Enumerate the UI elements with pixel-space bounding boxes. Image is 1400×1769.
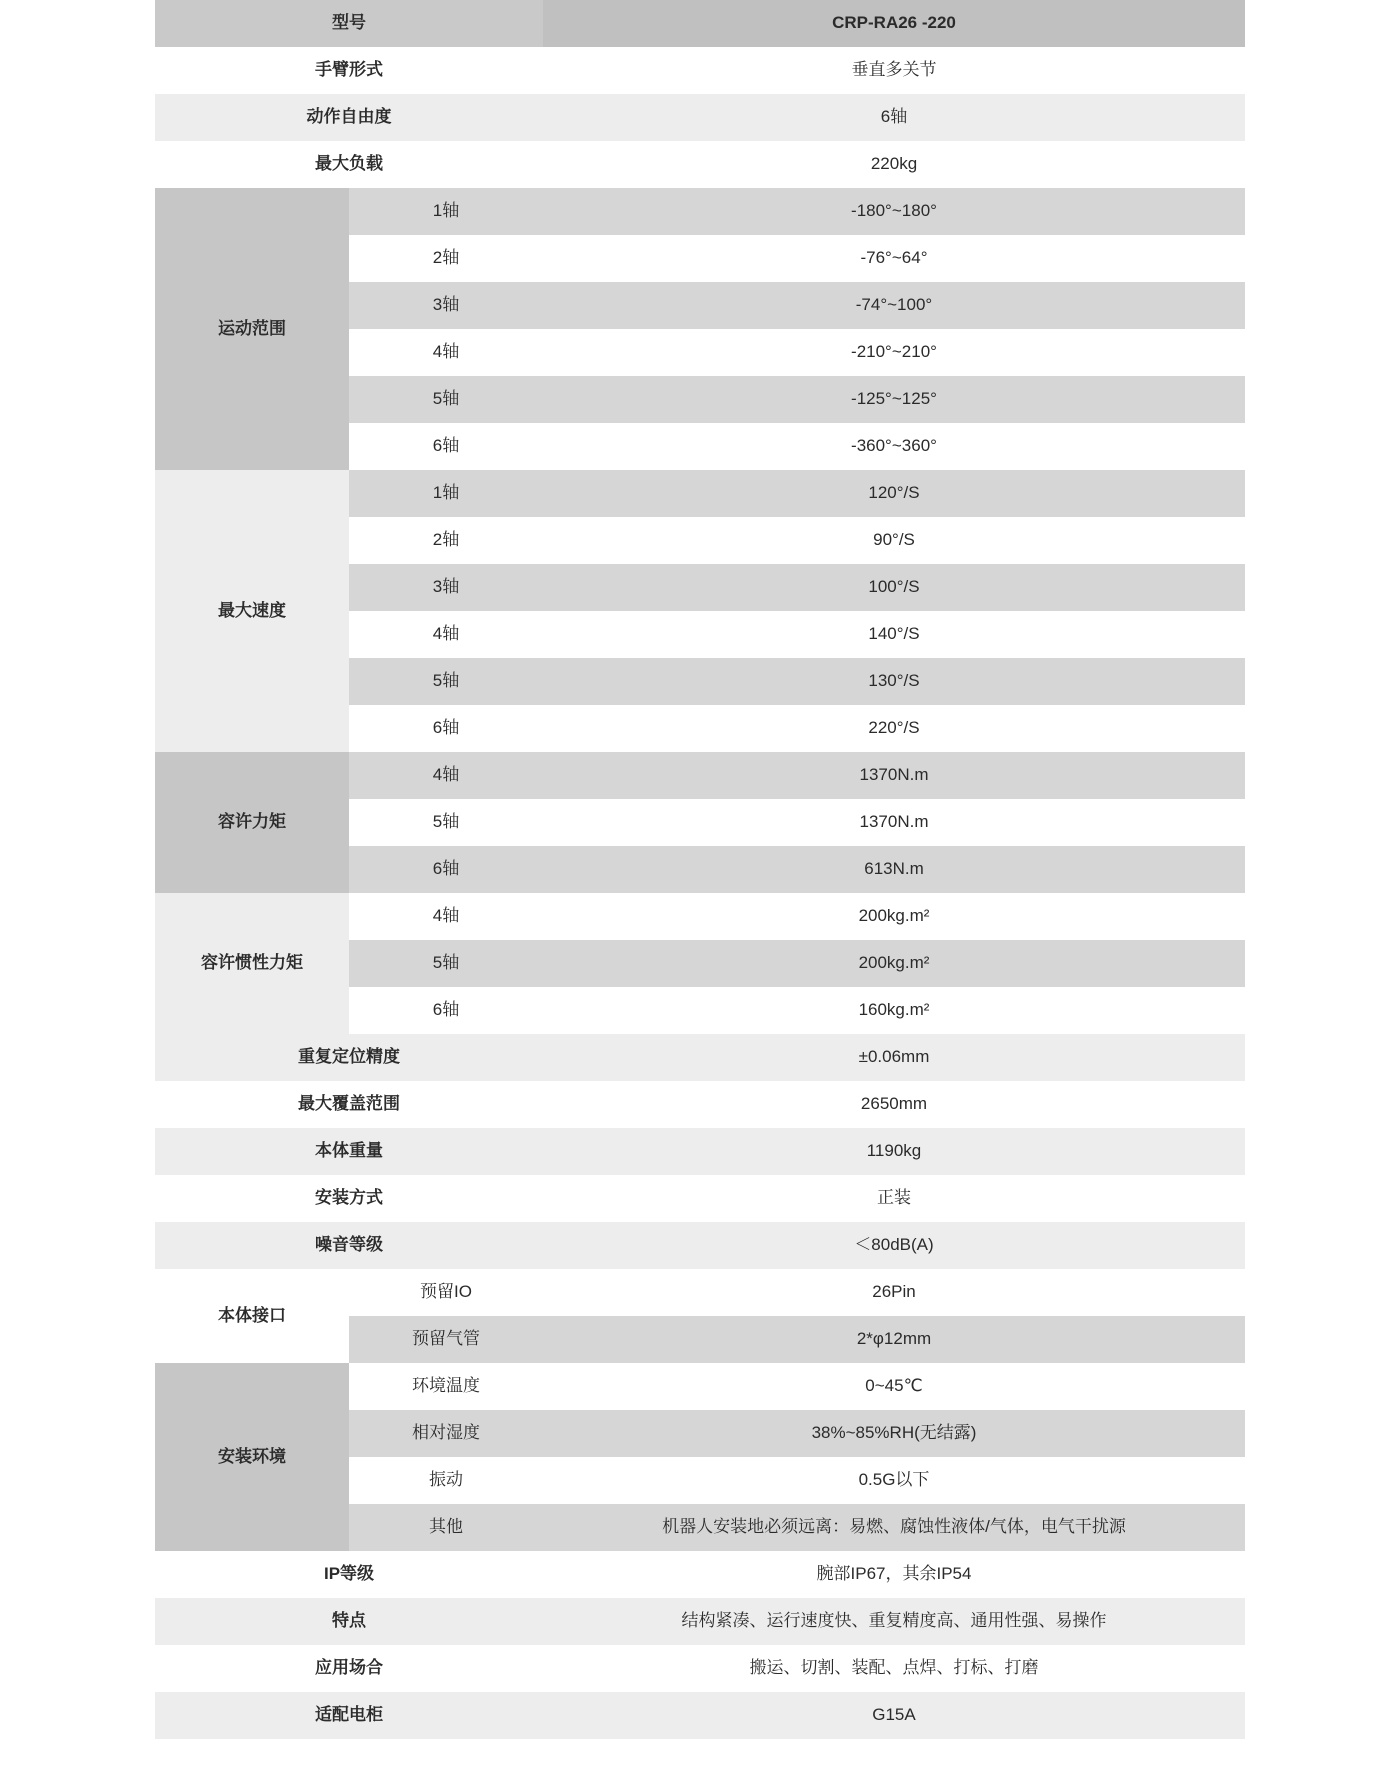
row-label-max-reach: 最大覆盖范围 — [155, 1081, 543, 1128]
group-label-install-environment: 安装环境 — [155, 1363, 349, 1551]
sub-label-axis: 3轴 — [349, 564, 543, 611]
table-row — [155, 1363, 1245, 1410]
sub-label-axis: 5轴 — [349, 940, 543, 987]
row-label-ip-rating: IP等级 — [155, 1551, 543, 1598]
row-label-body-weight: 本体重量 — [155, 1128, 543, 1175]
sub-value-axis: 140°/S — [543, 611, 1245, 658]
row-label-applications: 应用场合 — [155, 1645, 543, 1692]
group-label-motion-range: 运动范围 — [155, 188, 349, 470]
sub-value-axis: -180°~180° — [543, 188, 1245, 235]
row-label-max-load: 最大负载 — [155, 141, 543, 188]
sub-value-axis: 100°/S — [543, 564, 1245, 611]
header-label: 型号 — [155, 0, 543, 47]
sub-value-environment: 机器人安装地必须远离：易燃、腐蚀性液体/气体，电气干扰源 — [543, 1504, 1245, 1551]
sub-label-environment: 其他 — [349, 1504, 543, 1551]
row-label-arm-type: 手臂形式 — [155, 47, 543, 94]
table-row — [155, 1081, 1245, 1128]
table-row — [155, 141, 1245, 188]
sub-value-environment: 0~45℃ — [543, 1363, 1245, 1410]
row-value-dof: 6轴 — [543, 94, 1245, 141]
sub-label-axis: 6轴 — [349, 423, 543, 470]
sub-value-axis: -74°~100° — [543, 282, 1245, 329]
sub-label-environment: 相对湿度 — [349, 1410, 543, 1457]
row-value-body-weight: 1190kg — [543, 1128, 1245, 1175]
sub-value-axis: 160kg.m² — [543, 987, 1245, 1034]
row-value-mounting: 正装 — [543, 1175, 1245, 1222]
sub-label-environment: 环境温度 — [349, 1363, 543, 1410]
table-header-row — [155, 0, 1245, 47]
group-label-body-interface: 本体接口 — [155, 1269, 349, 1363]
sub-label-axis: 5轴 — [349, 658, 543, 705]
row-value-ip-rating: 腕部IP67，其余IP54 — [543, 1551, 1245, 1598]
sub-label-axis: 5轴 — [349, 376, 543, 423]
group-label-allowable-inertia: 容许惯性力矩 — [155, 893, 349, 1034]
row-value-cabinet: G15A — [543, 1692, 1245, 1739]
group-label-allowable-torque: 容许力矩 — [155, 752, 349, 893]
sub-label-axis: 2轴 — [349, 235, 543, 282]
table-row — [155, 1222, 1245, 1269]
sub-value-axis: 1370N.m — [543, 799, 1245, 846]
sub-label-axis: 4轴 — [349, 752, 543, 799]
table-row — [155, 752, 1245, 799]
sub-label-axis: 4轴 — [349, 329, 543, 376]
sub-label-axis: 6轴 — [349, 987, 543, 1034]
sub-value-interface: 2*φ12mm — [543, 1316, 1245, 1363]
table-row — [155, 1551, 1245, 1598]
table-row — [155, 94, 1245, 141]
sub-label-axis: 4轴 — [349, 893, 543, 940]
sub-label-axis: 1轴 — [349, 188, 543, 235]
table-row — [155, 470, 1245, 517]
row-value-noise: ＜80dB(A) — [543, 1222, 1245, 1269]
row-label-dof: 动作自由度 — [155, 94, 543, 141]
sub-value-axis: 200kg.m² — [543, 893, 1245, 940]
sub-label-axis: 4轴 — [349, 611, 543, 658]
sub-value-axis: -125°~125° — [543, 376, 1245, 423]
row-label-cabinet: 适配电柜 — [155, 1692, 543, 1739]
table-row — [155, 1269, 1245, 1316]
sub-value-axis: 90°/S — [543, 517, 1245, 564]
table-row — [155, 1175, 1245, 1222]
sub-value-axis: 130°/S — [543, 658, 1245, 705]
sub-label-axis: 1轴 — [349, 470, 543, 517]
sub-label-environment: 振动 — [349, 1457, 543, 1504]
table-row — [155, 1128, 1245, 1175]
sub-value-axis: 220°/S — [543, 705, 1245, 752]
row-value-features: 结构紧凑、运行速度快、重复精度高、通用性强、易操作 — [543, 1598, 1245, 1645]
row-value-max-reach: 2650mm — [543, 1081, 1245, 1128]
header-value: CRP-RA26 -220 — [543, 0, 1245, 47]
row-value-max-load: 220kg — [543, 141, 1245, 188]
table-row — [155, 1692, 1245, 1739]
sub-label-interface: 预留气管 — [349, 1316, 543, 1363]
sub-value-axis: 613N.m — [543, 846, 1245, 893]
sub-label-axis: 5轴 — [349, 799, 543, 846]
sub-value-axis: 1370N.m — [543, 752, 1245, 799]
table-row — [155, 1645, 1245, 1692]
row-label-noise: 噪音等级 — [155, 1222, 543, 1269]
row-value-arm-type: 垂直多关节 — [543, 47, 1245, 94]
sub-value-environment: 0.5G以下 — [543, 1457, 1245, 1504]
table-row — [155, 893, 1245, 940]
table-row — [155, 1598, 1245, 1645]
row-label-mounting: 安装方式 — [155, 1175, 543, 1222]
sub-label-axis: 2轴 — [349, 517, 543, 564]
sub-value-axis: 200kg.m² — [543, 940, 1245, 987]
row-value-applications: 搬运、切割、装配、点焊、打标、打磨 — [543, 1645, 1245, 1692]
table-row — [155, 188, 1245, 235]
sub-value-interface: 26Pin — [543, 1269, 1245, 1316]
row-label-features: 特点 — [155, 1598, 543, 1645]
group-label-max-speed: 最大速度 — [155, 470, 349, 752]
table-row — [155, 1034, 1245, 1081]
sub-value-axis: 120°/S — [543, 470, 1245, 517]
table-row — [155, 47, 1245, 94]
specification-table — [155, 0, 1245, 1739]
sub-label-axis: 6轴 — [349, 705, 543, 752]
sub-label-axis: 6轴 — [349, 846, 543, 893]
sub-value-axis: -360°~360° — [543, 423, 1245, 470]
sub-value-axis: -76°~64° — [543, 235, 1245, 282]
sub-value-axis: -210°~210° — [543, 329, 1245, 376]
sub-label-axis: 3轴 — [349, 282, 543, 329]
sub-label-interface: 预留IO — [349, 1269, 543, 1316]
row-label-repeatability: 重复定位精度 — [155, 1034, 543, 1081]
row-value-repeatability: ±0.06mm — [543, 1034, 1245, 1081]
sub-value-environment: 38%~85%RH(无结露) — [543, 1410, 1245, 1457]
